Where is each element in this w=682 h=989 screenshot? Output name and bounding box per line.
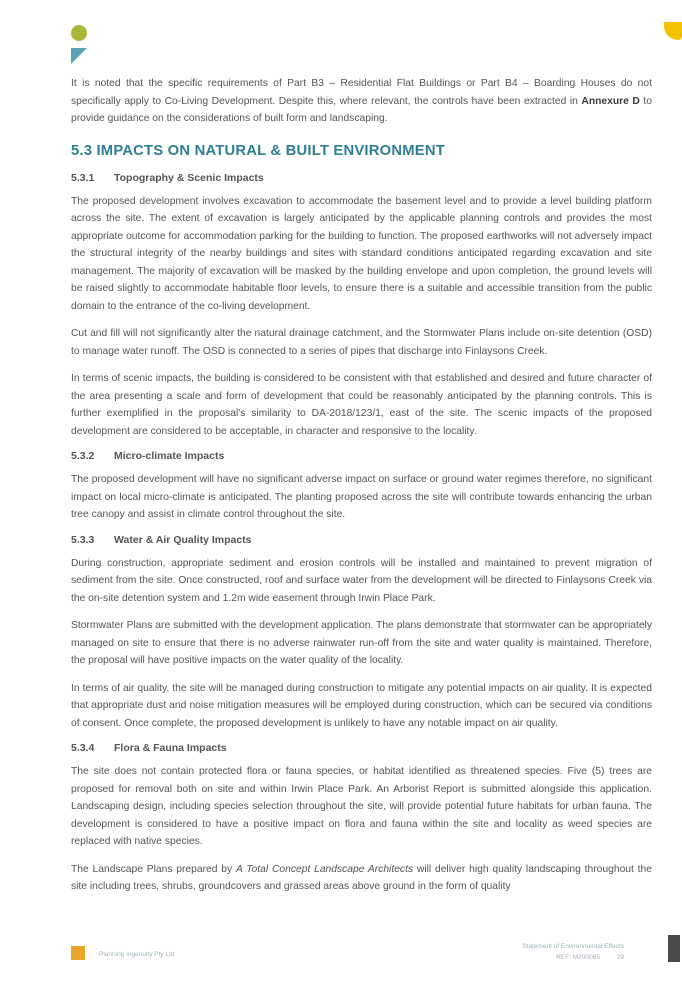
intro-paragraph: It is noted that the specific requirements of Part B3 – Residential Flat Buildings or Part B4 – Boarding Houses do not specifically apply to Co-Living Development. Despite this, where relevant, the controls have been extracted in Annexure D to provide guidance on the considerations of built form and landscaping.	[71, 78, 653, 124]
corner-tab-icon	[664, 22, 682, 40]
subsection-heading: 5.3.3 Water & Air Quality Impacts	[71, 533, 252, 546]
paragraph: The site does not contain protected flora or fauna species, or habitat identified as threatened species. Five (5) trees are proposed for removal both on site and within Irwin Place Park. An Arborist Report is submitted alongside this application. Landscaping design, including species selection throughout the site, will provide potential future habitats for urban fauna. The development is considered to have a positive impact on flora and fauna within the site and locality as weed species are replaced with native species.	[71, 766, 652, 847]
footer-company: Planning Ingenuity Pty Ltd	[99, 951, 175, 958]
footer-document-info	[522, 941, 624, 963]
landscape-architect-name: A Total Concept Landscape Architects	[235, 863, 414, 875]
footer-bar-icon	[668, 935, 680, 962]
paragraph: In terms of scenic impacts, the building is considered to be consistent with that established and desired and future character of the area presenting a scale and form of development that could be reasonably anticipated by the planning controls. This is further exemplified in the proposal's similarity to DA-2018/123/1, east of the site. The scenic impacts of the proposed development are considered to be acceptable, in character and responsive to the locality.	[71, 373, 652, 437]
footer-logo-icon	[71, 946, 85, 960]
footer-ref: REF: M200085	[556, 954, 600, 961]
logo-dot-icon	[71, 25, 87, 41]
paragraph: Cut and fill will not significantly alter the natural drainage catchment, and the Stormwater Plans include on-site detention (OSD) to manage water runoff. The OSD is connected to a series of pipes that discharge into Finlaysons Creek.	[71, 328, 652, 357]
annexure-reference: Annexure D	[581, 95, 640, 107]
subsection-heading: 5.3.2 Micro-climate Impacts	[71, 450, 225, 462]
paragraph: Stormwater Plans are submitted with the development application. The plans demonstrate that stormwater can be appropriately managed on site to ensure that there is no adverse rainwater run-off from the site and water quality is maintained. Therefore, the proposal will have positive impacts on the water quality of the locality.	[71, 620, 652, 666]
section-heading: 5.3 IMPACTS ON NATURAL & BUILT ENVIRONMENT	[71, 142, 445, 159]
page-number: 29	[616, 954, 624, 961]
footer-doc-title: Statement of Environmental Effects	[522, 943, 624, 950]
paragraph: During construction, appropriate sediment and erosion controls will be installed and maintained to prevent migration of sediment from the site. Once constructed, roof and surface water from the development will be directed to Finlaysons Creek via the on-site detention system and 1.2m wide easement through Irwin Place Park.	[71, 557, 652, 604]
page-content	[71, 75, 652, 906]
paragraph: The proposed development involves excavation to accommodate the basement level and to provide a level building platform across the site. The extent of excavation is largely anticipated by the applicable planning controls and provides the most appropriate outcome for accommodation parking for the building to function. The proposed earthworks will not adversely impact the structural integrity of the nearby buildings and sites with standard conditions anticipated regarding excavation and site management. The majority of excavation will be masked by the building envelope and upon completion, the ground levels will be raised slightly to accommodate habitable floor levels, to ensure there is a suitable and accessible transition from the public domain to the entrance of the co-living development.	[71, 195, 652, 312]
closing-paragraph: The Landscape Plans prepared by A Total Concept Landscape Architects will deliver high quality landscaping throughout the site including trees, shrubs, groundcovers and grassed areas above ground in the form of quality	[71, 863, 653, 892]
subsection-heading: 5.3.4 Flora & Fauna Impacts	[71, 742, 227, 754]
subsection-heading: 5.3.1 Topography & Scenic Impacts	[71, 171, 264, 184]
logo-triangle-icon	[71, 48, 87, 64]
paragraph: In terms of air quality, the site will be managed during construction to mitigate any potential impacts on air quality. It is expected that appropriate dust and noise mitigation measures will be employed during construction, which can be secured via conditions of consent. Once complete, the proposed development is unlikely to have any notable impact on air quality.	[71, 682, 652, 729]
paragraph: The proposed development will have no significant adverse impact on surface or ground water regimes therefore, no significant impact on local micro-climate is anticipated. The planting proposed across the site will contribute towards enhancing the urban tree canopy and assist in climate control throughout the site.	[71, 474, 652, 520]
